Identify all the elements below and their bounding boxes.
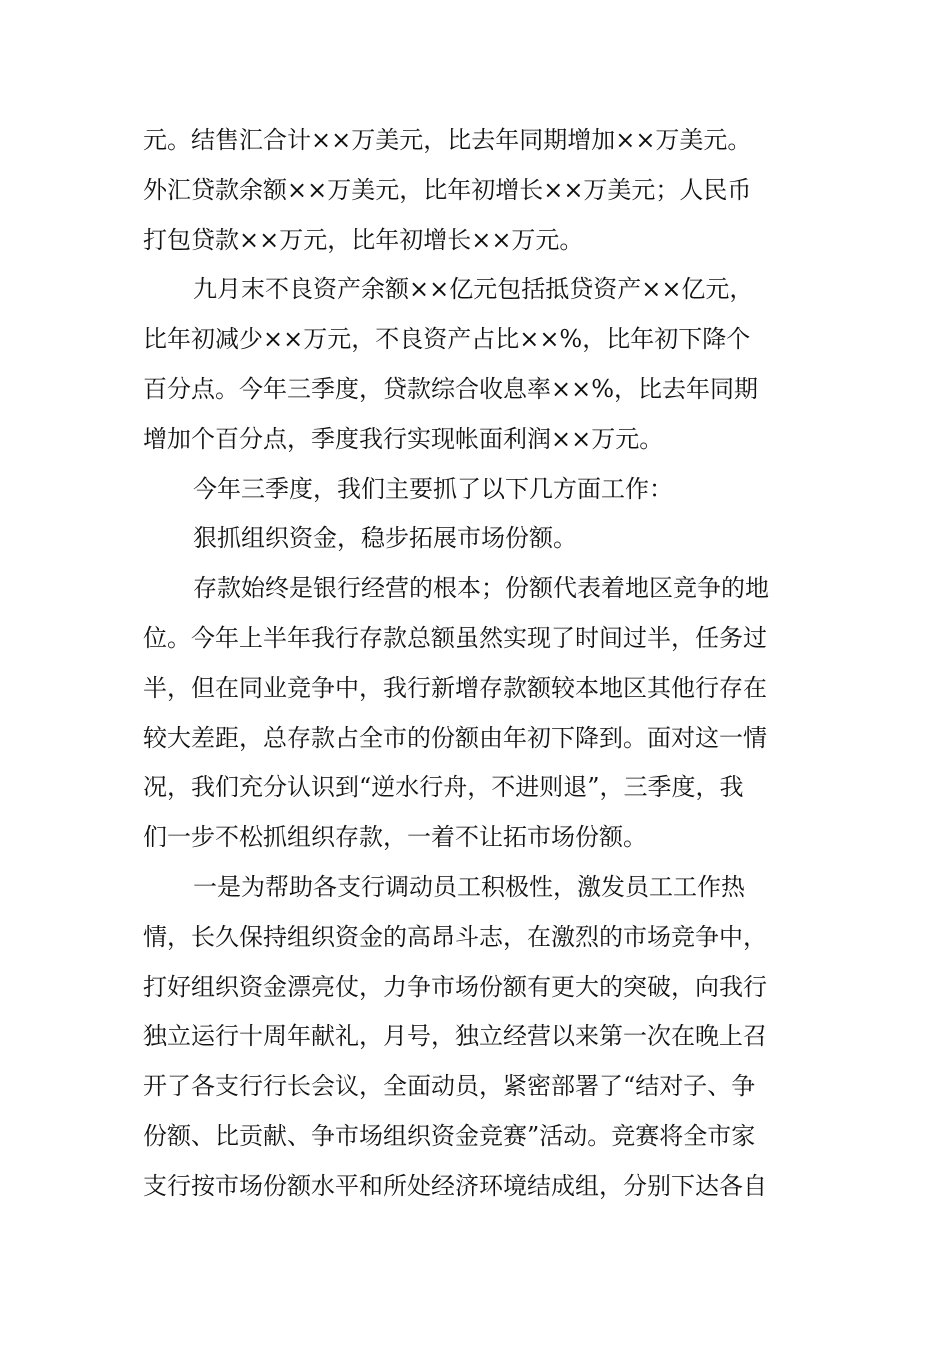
paragraph-first-line: 存款始终是银行经营的根本；份额代表着地区竞争的地 [193, 574, 769, 603]
text-line: 支行按市场份额水平和所处经济环境结成组，分别下达各自 [143, 1171, 767, 1200]
paragraph-first-line: 今年三季度，我们主要抓了以下几方面工作： [193, 474, 673, 503]
text-line: 独立运行十周年献礼，月号，独立经营以来第一次在晚上召 [143, 1022, 767, 1051]
section-heading: 狠抓组织资金，稳步拓展市场份额。 [193, 524, 577, 553]
paragraph-first-line: 九月末不良资产余额××亿元包括抵贷资产××亿元， [193, 275, 754, 304]
text-line: 外汇贷款余额××万美元，比年初增长××万美元；人民币 [143, 175, 752, 204]
text-line: 元。结售汇合计××万美元，比去年同期增加××万美元。 [143, 126, 752, 154]
text-line: 比年初减少××万元，不良资产占比××%，比年初下降个 [143, 325, 751, 354]
text-line: 况，我们充分认识到“逆水行舟，不进则退”，三季度，我 [143, 773, 744, 802]
text-line: 们一步不松抓组织存款，一着不让拓市场份额。 [143, 823, 647, 852]
text-line: 百分点。今年三季度，贷款综合收息率××%，比去年同期 [143, 374, 759, 403]
text-line: 情，长久保持组织资金的高昂斗志，在激烈的市场竞争中， [143, 922, 767, 951]
text-line: 位。今年上半年我行存款总额虽然实现了时间过半，任务过 [143, 623, 767, 652]
text-line: 半，但在同业竞争中，我行新增存款额较本地区其他行存在 [143, 673, 767, 702]
text-line: 份额、比贡献、争市场组织资金竞赛”活动。竞赛将全市家 [143, 1121, 756, 1150]
text-line: 较大差距，总存款占全市的份额由年初下降到。面对这一情 [143, 723, 767, 752]
paragraph-first-line: 一是为帮助各支行调动员工积极性，激发员工工作热 [193, 872, 745, 901]
text-line: 打好组织资金漂亮仗，力争市场份额有更大的突破，向我行 [143, 972, 767, 1001]
text-line: 增加个百分点，季度我行实现帐面利润××万元。 [143, 424, 664, 453]
text-line: 开了各支行行长会议，全面动员，紧密部署了“结对子、争 [143, 1072, 756, 1101]
document-body [143, 116, 769, 1212]
text-line: 打包贷款××万元，比年初增长××万元。 [143, 225, 584, 254]
